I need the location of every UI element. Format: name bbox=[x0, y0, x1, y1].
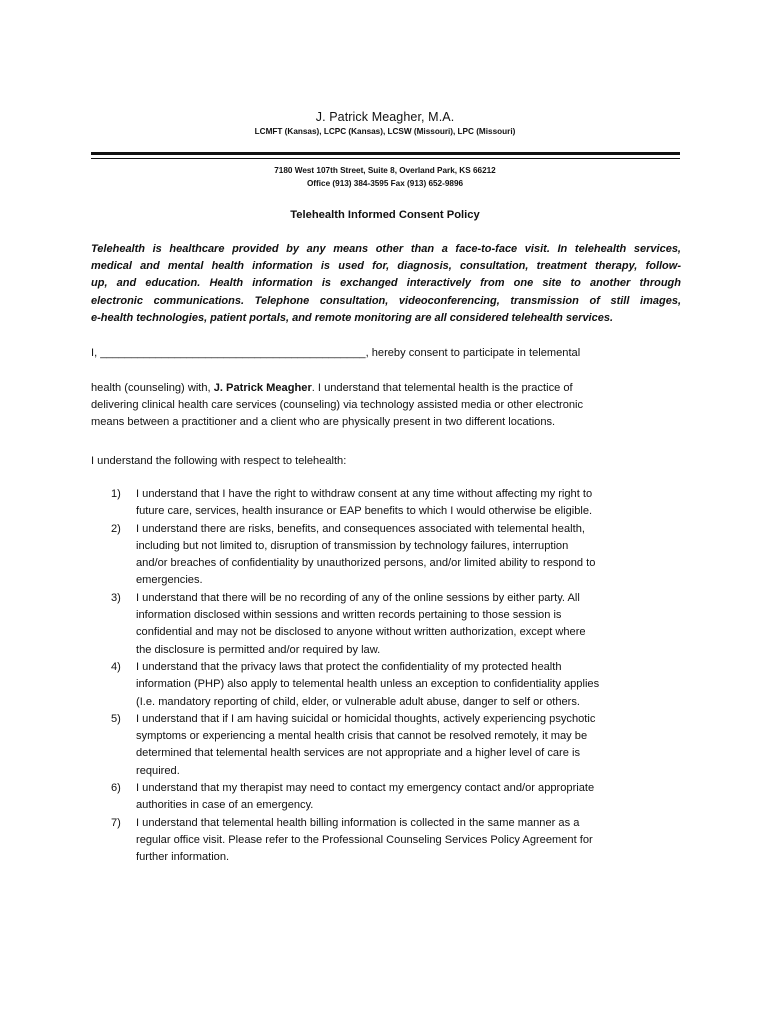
list-item-line: I understand that I have the right to withdraw consent at any time without affecting my right to bbox=[136, 488, 593, 500]
health-text: health (counseling) with, bbox=[91, 382, 214, 394]
list-item bbox=[91, 521, 681, 590]
list-item-line: authorities in case of an emergency. bbox=[136, 799, 314, 812]
list-item-line: including but not limited to, disruption of transmission by technology failures, interruption bbox=[136, 539, 569, 552]
list-item-line: regular office visit. Please refer to the Professional Counseling Services Policy Agreement for bbox=[136, 833, 593, 846]
health-line: means between a practitioner and a client who are physically present in two different locations. bbox=[91, 416, 556, 429]
understanding-heading: I understand the following with respect to telehealth: bbox=[91, 455, 347, 467]
document-title: Telehealth Informed Consent Policy bbox=[290, 209, 480, 221]
list-item-number: 2) bbox=[111, 522, 121, 535]
list-item-line: future care, services, health insurance or EAP benefits to which I would otherwise be eligible. bbox=[136, 505, 593, 518]
terms-list bbox=[91, 486, 681, 867]
list-item-number: 1) bbox=[111, 488, 121, 500]
intro-line: Telehealth is healthcare provided by any means other than a face-to-face visit. In telehealth services, bbox=[91, 243, 681, 255]
list-item-number: 7) bbox=[111, 816, 121, 829]
therapist-name: J. Patrick Meagher bbox=[213, 382, 312, 394]
list-item-line: information disclosed within sessions and written records pertaining to those session is bbox=[136, 609, 562, 622]
list-item bbox=[91, 659, 681, 711]
list-item-number: 6) bbox=[111, 782, 121, 795]
list-item-number: 5) bbox=[111, 712, 121, 725]
list-item bbox=[91, 815, 681, 867]
consent-statement bbox=[91, 345, 681, 362]
intro-paragraph bbox=[91, 241, 681, 327]
list-item-line: I understand that the privacy laws that protect the confidentiality of my protected health bbox=[136, 660, 562, 673]
practitioner-credentials: LCMFT (Kansas), LCPC (Kansas), LCSW (Missouri), LPC (Missouri) bbox=[254, 127, 516, 136]
telemental-health-paragraph bbox=[91, 380, 681, 432]
header-divider-thin bbox=[91, 158, 680, 159]
office-address: 7180 West 107th Street, Suite 8, Overland Park, KS 66212 bbox=[274, 166, 496, 175]
list-item-line: I understand that there will be no recording of any of the online sessions by either party. All bbox=[136, 591, 580, 604]
list-item-line: further information. bbox=[136, 851, 230, 864]
list-item-line: determined that telemental health services are not appropriate and a higher level of care is bbox=[136, 747, 581, 760]
list-item bbox=[91, 486, 681, 521]
intro-line: medical and mental health information is used for, diagnosis, consultation, treatment therapy, follow- bbox=[91, 260, 681, 273]
consent-suffix: , hereby consent to participate in telemental bbox=[365, 347, 581, 359]
list-item-line: (I.e. mandatory reporting of child, elder, or vulnerable adult abuse, danger to self or others. bbox=[136, 695, 581, 708]
list-item-line: I understand that if I am having suicidal or homicidal thoughts, actively experiencing psychotic bbox=[136, 712, 596, 725]
list-item-number: 4) bbox=[111, 660, 121, 673]
list-item-line: symptoms or experiencing a mental health crisis that cannot be resolved remotely, it may be bbox=[136, 730, 588, 743]
intro-line: e-health technologies, patient portals, and remote monitoring are all considered telehealth services. bbox=[91, 311, 614, 324]
header-divider-thick bbox=[91, 152, 680, 155]
list-item-line: the disclosure is permitted and/or required by law. bbox=[136, 643, 381, 656]
list-item-number: 3) bbox=[111, 591, 121, 604]
list-item bbox=[91, 711, 681, 780]
consent-prefix: I, bbox=[91, 347, 101, 359]
list-item-line: I understand there are risks, benefits, and consequences associated with telemental health, bbox=[136, 522, 585, 535]
health-text: . I understand that telemental health is the practice of bbox=[311, 382, 573, 394]
list-item-line: emergencies. bbox=[136, 574, 203, 587]
client-name-blank[interactable]: ___________________________________________ bbox=[100, 347, 366, 359]
intro-line: up, and education. Health information is exchanged interactively from one site to another through bbox=[91, 277, 681, 290]
list-item-line: I understand that my therapist may need to contact my emergency contact and/or appropriate bbox=[136, 782, 595, 795]
list-item bbox=[91, 780, 681, 815]
health-line: delivering clinical health care services (counseling) via technology assisted media or other electronic bbox=[91, 399, 584, 412]
list-item-line: I understand that telemental health billing information is collected in the same manner as a bbox=[136, 816, 580, 829]
office-phone-fax: Office (913) 384-3595 Fax (913) 652-9896 bbox=[306, 179, 464, 188]
list-item-line: confidential and may not be disclosed to anyone without written authorization, except where bbox=[136, 626, 586, 639]
practitioner-name: J. Patrick Meagher, M.A. bbox=[315, 110, 455, 124]
list-item-line: information (PHP) also apply to telemental health unless an exception to confidentiality applies bbox=[136, 678, 600, 691]
list-item bbox=[91, 590, 681, 659]
list-item-line: and/or breaches of confidentiality by unauthorized persons, and/or limited ability to respond to bbox=[136, 557, 596, 570]
list-item-line: required. bbox=[136, 764, 180, 777]
intro-line: electronic communications. Telephone consultation, videoconferencing, transmission of still images, bbox=[91, 294, 681, 307]
